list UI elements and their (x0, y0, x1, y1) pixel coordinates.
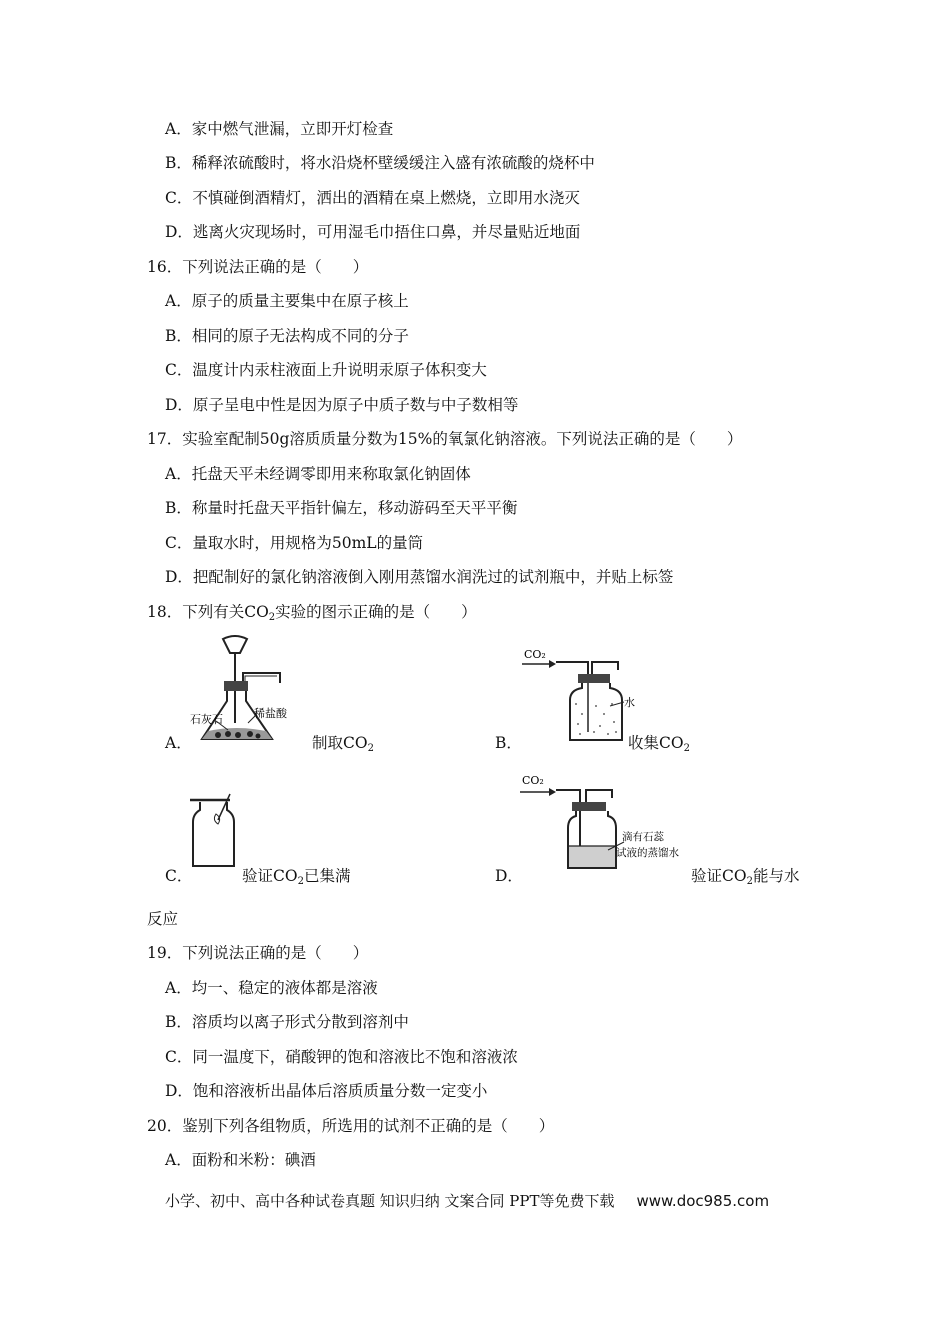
q16-stem: 16．下列说法正确的是（ ） (147, 258, 369, 276)
q16-option-a: A．原子的质量主要集中在原子核上 (165, 292, 409, 310)
footer-text: 小学、初中、高中各种试卷真题 知识归纳 文案合同 PPT等免费下载 (165, 1192, 615, 1210)
limestone-label: 石灰石 (190, 713, 223, 726)
q19-option-c: C．同一温度下，硝酸钾的饱和溶液比不饱和溶液浓 (165, 1048, 518, 1066)
q15-option-b: B．稀释浓硫酸时，将水沿烧杯壁缓缓注入盛有浓硫酸的烧杯中 (165, 154, 595, 172)
q18-option-c-caption: 验证$CO_2$已集满 (242, 867, 351, 887)
q19-option-d: D．饱和溶液析出晶体后溶质质量分数一定变小 (165, 1082, 488, 1100)
footer-site-link[interactable]: www.doc985.com (636, 1192, 770, 1210)
q19-stem: 19．下列说法正确的是（ ） (147, 944, 369, 962)
q16-option-b: B．相同的原子无法构成不同的分子 (165, 327, 409, 345)
q17-option-c: C．量取水时，用规格为50mL的量筒 (165, 534, 424, 552)
q16-option-d: D．原子呈电中性是因为原子中质子数与中子数相等 (165, 396, 519, 414)
q18-option-b-letter: B． (495, 734, 522, 752)
q15-option-c: C．不慎碰倒酒精灯，洒出的酒精在桌上燃烧，立即用水浇灭 (165, 189, 580, 207)
litmus-label-line2: 试液的蒸馏水 (616, 847, 679, 859)
water-label: 水 (624, 696, 635, 709)
co2-water-reaction-figure (518, 772, 686, 872)
q20-stem: 20．鉴别下列各组物质，所选用的试剂不正确的是（ ） (147, 1117, 555, 1135)
co2-arrow-label: CO₂ (524, 648, 546, 661)
q19-option-b: B．溶质均以离子形式分散到溶剂中 (165, 1013, 409, 1031)
q18-option-c-letter: C． (165, 867, 193, 885)
q19-option-a: A．均一、稳定的液体都是溶液 (165, 979, 378, 997)
page-footer (165, 1190, 769, 1211)
q20-option-a: A．面粉和米粉：碘酒 (165, 1151, 316, 1169)
q16-option-c: C．温度计内汞柱液面上升说明汞原子体积变大 (165, 361, 487, 379)
q17-stem: 17．实验室配制50g溶质质量分数为15%的氧氯化钠溶液。下列说法正确的是（ ） (147, 430, 743, 448)
q18-option-b-caption: 收集$CO_2$ (628, 734, 690, 754)
dilute-hcl-label: 稀盐酸 (254, 707, 287, 720)
q17-option-b: B．称量时托盘天平指针偏左，移动游码至天平平衡 (165, 499, 518, 517)
co2-full-check-figure (190, 792, 242, 870)
co2-collection-apparatus-figure (520, 644, 650, 744)
co2-arrow-label-d: CO₂ (522, 774, 544, 787)
q18-option-d-caption: 验证$CO_2$能与水 (691, 867, 800, 887)
litmus-label-line1: 滴有石蕊 (622, 831, 664, 843)
q17-option-d: D．把配制好的氯化钠溶液倒入刚用蒸馏水润洗过的试剂瓶中，并贴上标签 (165, 568, 674, 586)
q18-option-a-letter: A． (165, 734, 192, 752)
q17-option-a: A．托盘天平未经调零即用来称取氯化钠固体 (165, 465, 471, 483)
q15-option-a: A．家中燃气泄漏，立即开灯检查 (165, 120, 394, 138)
q15-option-d: D．逃离火灾现场时，可用湿毛巾捂住口鼻，并尽量贴近地面 (165, 223, 581, 241)
q18-stem: 18．下列有关$CO_2$实验的图示正确的是（ ） (147, 603, 477, 623)
q18-option-a-caption: 制取$CO_2$ (312, 734, 374, 754)
q18-option-d-continuation: 反应 (147, 910, 179, 928)
co2-generation-apparatus-figure (188, 635, 318, 750)
q18-option-d-letter: D． (495, 867, 523, 885)
